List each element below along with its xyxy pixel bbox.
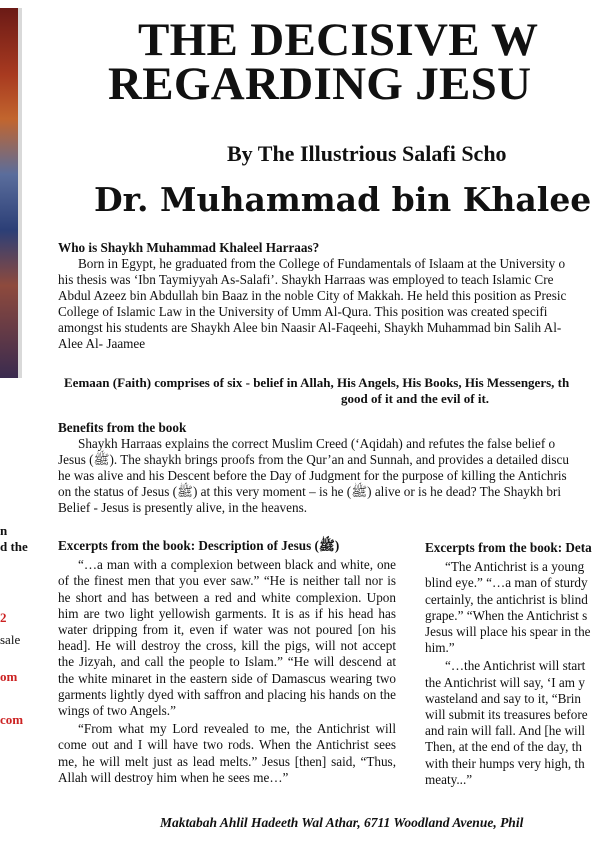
excerpt-line: with their humps very high, th xyxy=(425,755,585,771)
excerpts-details-heading: Excerpts from the book: Deta xyxy=(425,540,592,555)
benefits-line: on the status of Jesus (ﷺ) at this very moment – is he (ﷺ) alive or is he dead? The Shaykh bri xyxy=(58,484,561,499)
excerpt-line: “…the Antichrist will start xyxy=(445,658,586,674)
book-cover-shadow xyxy=(18,8,22,378)
sidebar-fragment: sale xyxy=(0,632,21,647)
who-section xyxy=(58,240,600,352)
benefits-line: Jesus (ﷺ). The shaykh brings proofs from the Qur’an and Sunnah, and provides a detailed discu xyxy=(58,452,569,467)
excerpt-line: the Antichrist will say, ‘I am y xyxy=(425,674,585,690)
benefits-line: Belief - Jesus is presently alive, in the heavens. xyxy=(58,500,308,515)
who-line: amongst his students are Shaykh Alee bin Naasir Al-Faqeehi, Shaykh Muhammad bin Salih Al- xyxy=(58,320,562,335)
excerpts-details-column xyxy=(425,540,600,788)
book-cover-image xyxy=(0,8,18,378)
eemaan-statement xyxy=(58,375,600,407)
sidebar-fragment: n xyxy=(0,523,8,538)
who-line: Abdul Azeez bin Abdullah bin Baaz in the noble City of Makkah. He held this position as Presic xyxy=(58,288,567,303)
excerpts-description-column xyxy=(58,538,396,786)
publisher-footer: Maktabah Ahlil Hadeeth Wal Athar, 6711 Woodland Avenue, Phil xyxy=(160,815,524,830)
page-title xyxy=(108,14,600,110)
excerpt-line: Then, at the end of the day, th xyxy=(425,739,582,755)
excerpt-line: blind eye.” “…a man of sturdy xyxy=(425,575,588,591)
who-line: College of Islamic Law in the University of Umm Al-Qura. This position was created specifi xyxy=(58,304,548,319)
excerpt-line: “The Antichrist is a young xyxy=(445,559,585,575)
sidebar-fragment: om xyxy=(0,669,18,684)
excerpt-line: wasteland and say to it, “Brin xyxy=(425,690,582,706)
who-line: his thesis was ‘Ibn Taymiyyah As-Salafi’. Shaykh Harraas was employed to teach Islamic Cre xyxy=(58,272,554,287)
benefits-line: Shaykh Harraas explains the correct Muslim Creed (‘Aqidah) and refutes the false belief o xyxy=(78,436,556,451)
title-line-1: THE DECISIVE W xyxy=(138,14,539,66)
eemaan-line-1: Eemaan (Faith) comprises of six - belief in Allah, His Angels, His Books, His Messengers, th xyxy=(64,375,570,390)
sidebar-fragment: d the xyxy=(0,539,28,554)
excerpt-line: grape.” “When the Antichrist s xyxy=(425,607,588,623)
benefits-line: he was alive and his Descent before the Day of Judgment for the purpose of killing the Antichris xyxy=(58,468,567,483)
excerpt-line: Jesus will place his spear in the xyxy=(425,624,591,640)
excerpt-paragraph: “…a man with a complexion between black and white, one of the finest men that you ever saw.” “He is neither tall nor is he short and has between a red and white complexion. Upon him are two light yellowish garments. It is as if his head has water dripping from it, even if water was not poured [on his head]. He will destroy the cross, kill the pigs, will not accept the Jizyah, and call the people to Islam.” “He will descend at the white minaret in the eastern side of Damascus wearing two garments lightly dyed with saffron and placing his hands on the wings of two Angels.” xyxy=(58,557,396,719)
sidebar-fragment: com xyxy=(0,712,24,727)
who-line: Alee Al- Jaamee xyxy=(58,336,146,351)
byline: By The Illustrious Salafi Scho xyxy=(227,141,507,166)
excerpt-paragraph: “From what my Lord revealed to me, the Antichrist will come out and I will have two rods. When the Antichrist sees me, he will melt just as lead melts.” Jesus [then] said, “Thus, Allah will destroy him when he sees me…” xyxy=(58,721,396,785)
excerpt-line: will submit its treasures before xyxy=(425,707,588,723)
eemaan-line-2: good of it and the evil of it. xyxy=(341,391,490,406)
excerpt-line: and rain will fall. And [he will xyxy=(425,723,586,739)
benefits-section xyxy=(58,420,600,516)
excerpts-description-heading: Excerpts from the book: Description of Jesus (ﷺ) xyxy=(58,538,340,553)
sidebar-fragment: 2 xyxy=(0,610,7,625)
excerpt-line: him.” xyxy=(425,640,455,656)
excerpt-line: meaty...” xyxy=(425,771,473,787)
who-line: Born in Egypt, he graduated from the College of Fundamentals of Islaam at the University o xyxy=(78,256,566,271)
benefits-heading: Benefits from the book xyxy=(58,420,187,435)
author-name: Dr. Muhammad bin Khalee xyxy=(94,180,592,219)
title-line-2: REGARDING JESU xyxy=(108,58,532,110)
excerpt-line: certainly, the antichrist is blind xyxy=(425,591,588,607)
who-heading: Who is Shaykh Muhammad Khaleel Harraas? xyxy=(58,240,320,255)
